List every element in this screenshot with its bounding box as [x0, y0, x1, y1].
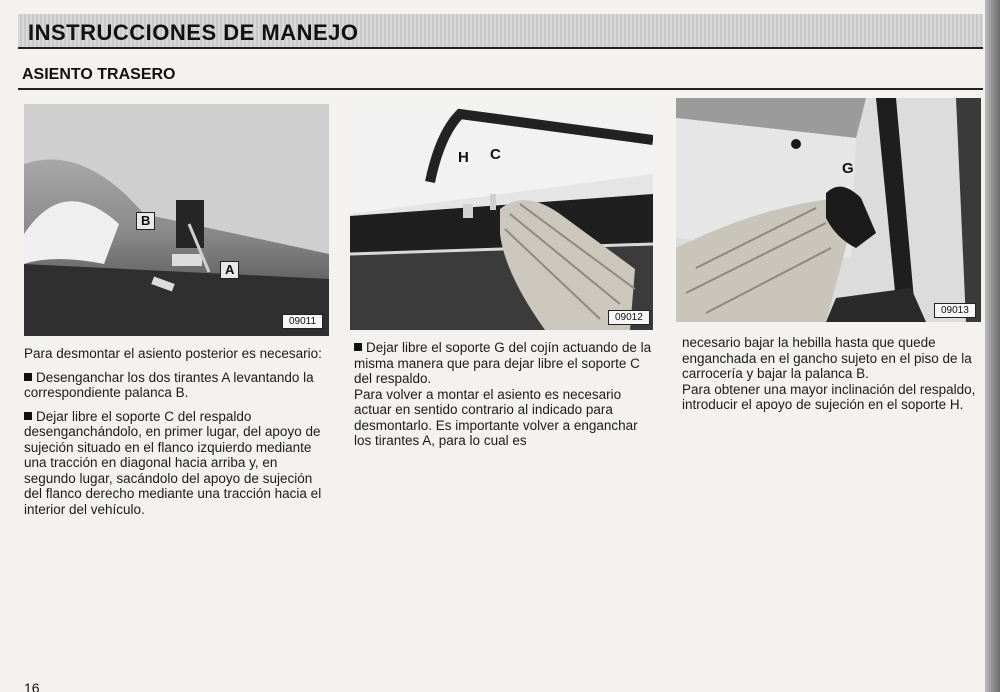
- header-rule: [18, 47, 983, 49]
- figure-3-label-g: G: [842, 160, 854, 177]
- paragraph-reassembly-cont: necesario bajar la hebilla hasta que quede enganchada en el gancho sujeto en el piso de la carrocería y bajar la palanca B.: [682, 335, 972, 381]
- text-column-right: [682, 335, 982, 421]
- paragraph-step-1-text: Desenganchar los dos tirantes A levantando la correspondiente palanca B.: [24, 369, 314, 400]
- page-edge-shadow: [985, 0, 1000, 692]
- paragraph-reassembly: Para volver a montar el asiento es necesario actuar en sentido contrario al indicado para desmontarlo. Es importante volver a enganchar los tirantes A, para lo cual es: [354, 386, 638, 448]
- page-number: 16: [24, 680, 40, 692]
- figure-3-illustration: [676, 98, 981, 322]
- figure-3-photo: [676, 98, 981, 322]
- figure-2-label-c: C: [490, 146, 501, 163]
- figure-2-label-h: H: [458, 149, 469, 166]
- figure-1-photo: [24, 104, 329, 336]
- bullet-icon: [24, 412, 32, 420]
- text-column-middle: [354, 340, 656, 457]
- figure-1-label-b: B: [136, 212, 155, 230]
- figure-3-code: 09013: [934, 303, 976, 318]
- bullet-icon: [354, 343, 362, 351]
- paragraph-step-3-text: Dejar libre el soporte G del cojín actuando de la misma manera que para dejar libre el soporte C del respaldo.: [354, 340, 652, 386]
- paragraph-step-2-text: Dejar libre el soporte C del respaldo desenganchándolo, en primer lugar, del apoyo de sujeción situado en el flanco izquierdo mediante una tracción en diagonal hacia arriba y, en segundo lugar, sacándolo del apoyo de sujeción del flanco derecho mediante una tracción hacia el interior del vehículo.: [24, 408, 322, 517]
- figure-1-illustration: [24, 104, 329, 336]
- page-title: INSTRUCCIONES DE MANEJO: [28, 20, 359, 45]
- paragraph-recline: Para obtener una mayor inclinación del respaldo, introducir el apoyo de sujeción en el soporte H.: [682, 381, 976, 412]
- figure-1-label-a: A: [220, 261, 239, 279]
- figure-2-illustration: [350, 104, 653, 330]
- figure-1-code: 09011: [282, 314, 323, 329]
- figure-2-photo: [350, 104, 653, 330]
- section-title: ASIENTO TRASERO: [22, 66, 176, 83]
- figure-2-code: 09012: [608, 310, 650, 325]
- paragraph-step-2: [24, 409, 328, 518]
- paragraph-step-3: [354, 340, 656, 387]
- section-rule: [18, 88, 983, 90]
- paragraph-step-1: [24, 370, 328, 401]
- text-column-left: [24, 346, 328, 525]
- paragraph-intro: Para desmontar el asiento posterior es necesario:: [24, 346, 322, 361]
- bullet-icon: [24, 373, 32, 381]
